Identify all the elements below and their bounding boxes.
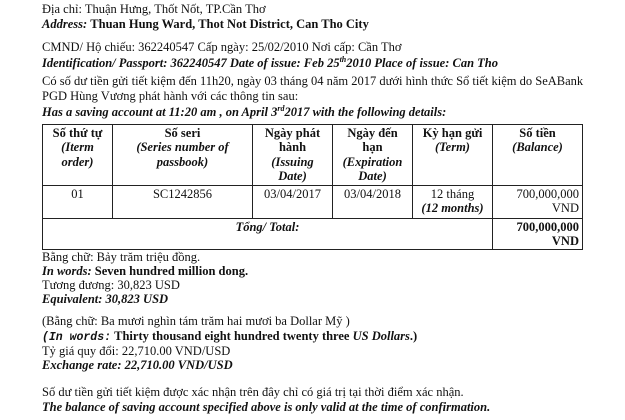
equivalent-en: Equivalent: 30,823 USD xyxy=(42,292,169,306)
header-expiration-vn: Ngày đến hạn xyxy=(347,126,398,155)
total-value: 700,000,000 VND xyxy=(493,218,583,250)
header-balance xyxy=(493,125,583,186)
table-total-row xyxy=(43,218,583,250)
header-order-en: (Iterm order) xyxy=(61,140,94,169)
cell-balance: 700,000,000 VND xyxy=(493,185,583,218)
cell-term xyxy=(413,185,493,218)
address-vn: Địa chỉ: Thuận Hưng, Thốt Nốt, TP.Cần Thơ xyxy=(42,2,266,16)
intro-vn-line-2: PGD Hùng Vương phát hành với các thông tin sau: xyxy=(42,89,299,103)
note-en: The balance of saving account specified above is only valid at the time of confirmation. xyxy=(42,400,491,414)
cell-issuing: 03/04/2017 xyxy=(253,185,333,218)
intro-en-part-b: 2017 with the following details: xyxy=(284,105,447,120)
id-en-part-a: Identification/ Passport: 362240547 Date of issue: Feb 25 xyxy=(42,56,340,71)
header-issuing-vn: Ngày phát hành xyxy=(264,126,321,155)
cell-term-vn: 12 tháng xyxy=(430,186,475,201)
table-header-row xyxy=(43,125,583,186)
words2-en-value: Thirty thousand eight hundred twenty three xyxy=(114,329,350,343)
words-en-label: In words: xyxy=(42,264,92,278)
id-vn: CMND/ Hộ chiếu: 362240547 Cấp ngày: 25/02/2010 Nơi cấp: Cần Thơ xyxy=(42,40,402,54)
words2-en xyxy=(42,329,417,345)
words2-en-end: .) xyxy=(409,329,418,343)
header-issuing-en: (Issuing Date) xyxy=(271,154,314,184)
words-vn: Bằng chữ: Bảy trăm triệu đồng. xyxy=(42,250,201,264)
header-serial-vn: Số seri xyxy=(164,126,201,140)
words2-vn: (Bằng chữ: Ba mươi nghìn tám trăm hai mươi ba Dollar Mỹ ) xyxy=(42,314,350,328)
intro-en-sup: rd xyxy=(277,104,285,113)
header-serial-en: (Series number of passbook) xyxy=(136,140,229,169)
words-en-value: Seven hundred million dong. xyxy=(94,264,249,278)
header-expiration xyxy=(333,125,413,186)
cell-expiration: 03/04/2018 xyxy=(333,185,413,218)
header-issuing xyxy=(253,125,333,186)
header-serial xyxy=(113,125,253,186)
header-term xyxy=(413,125,493,186)
note-vn: Số dư tiền gửi tiết kiệm được xác nhận trên đây chỉ có giá trị tại thời điểm xác nhận. xyxy=(42,385,464,399)
id-en-sup: th xyxy=(339,55,347,64)
id-en xyxy=(42,55,498,71)
savings-table xyxy=(42,124,583,250)
address-en-label: Address: xyxy=(42,17,88,31)
header-term-en: (Term) xyxy=(435,140,470,155)
table-row xyxy=(43,185,583,218)
header-order-vn: Số thứ tự xyxy=(52,126,103,140)
total-label: Tổng/ Total: xyxy=(43,218,493,250)
header-balance-en: (Balance) xyxy=(512,140,563,155)
words-en xyxy=(42,264,248,279)
intro-vn-line-1: Có số dư tiền gửi tiết kiệm đến 11h20, ngày 03 tháng 04 năm 2017 dưới hình thức Sổ tiết kiệm do SeABank xyxy=(42,74,584,88)
id-en-part-b: 2010 Place of issue: Can Tho xyxy=(346,56,498,71)
equivalent-vn: Tương đương: 30,823 USD xyxy=(42,278,180,292)
header-order xyxy=(43,125,113,186)
words2-en-label: (In words: xyxy=(42,331,112,344)
header-term-vn: Kỳ hạn gửi xyxy=(422,126,483,140)
header-expiration-en: (Expiration Date) xyxy=(342,154,403,184)
rate-vn: Tỷ giá quy đổi: 22,710.00 VND/USD xyxy=(42,344,231,358)
rate-en: Exchange rate: 22,710.00 VND/USD xyxy=(42,358,233,372)
intro-en xyxy=(42,104,446,120)
cell-term-en: (12 months) xyxy=(421,200,484,215)
cell-order: 01 xyxy=(43,185,113,218)
header-balance-vn: Số tiền xyxy=(519,126,556,140)
address-en-value: Thuan Hung Ward, Thot Not District, Can Tho City xyxy=(90,17,369,31)
words2-en-unit: US Dollars xyxy=(352,329,410,343)
intro-en-part-a: Has a saving account at 11:20 am , on April 3 xyxy=(42,105,278,120)
address-en xyxy=(42,17,369,32)
cell-serial: SC1242856 xyxy=(113,185,253,218)
